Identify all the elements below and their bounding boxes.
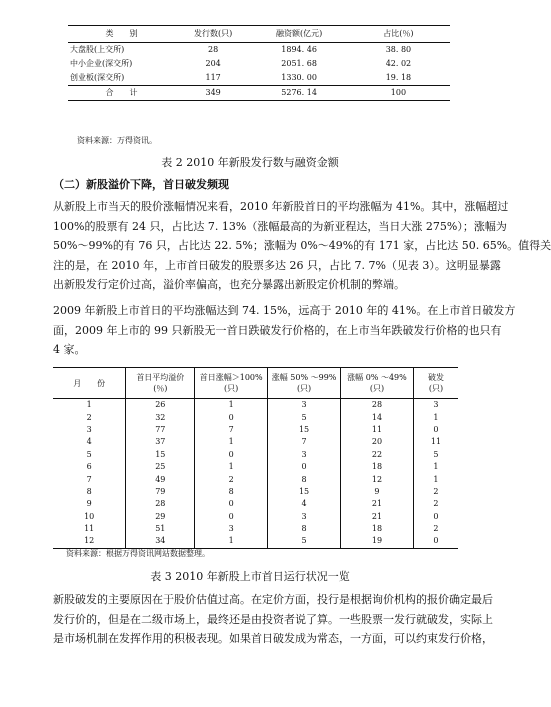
table-cell: 32	[126, 411, 195, 423]
table-cell: 7	[195, 424, 268, 436]
table-cell: 3	[268, 449, 341, 461]
table-row	[53, 436, 458, 448]
table-cell: 2	[413, 486, 458, 498]
table-cell: 1	[195, 535, 268, 548]
table-cell: 100	[347, 86, 450, 101]
table-cell: 2	[413, 498, 458, 510]
text-line: 发行价的，但是在二级市场上，最终还是由投资者说了算。一些股票一发行就破发，实际上	[53, 612, 493, 626]
table-cell: 4	[268, 498, 341, 510]
table-row	[68, 43, 450, 58]
table-cell: 34	[126, 535, 195, 548]
table-cell: 5	[413, 449, 458, 461]
table-cell: 349	[175, 86, 251, 101]
text-line: 新股破发的主要原因在于股价估值过高。在定价方面，投行是根据询价机构的报价确定最后	[53, 593, 493, 606]
table-source-note: 资料来源：根据万得资讯网站数据整理。	[66, 549, 210, 558]
column-header: 类 别	[68, 26, 175, 43]
table-cell: 0	[268, 461, 341, 473]
table-cell: 11	[84, 524, 95, 534]
table-cell: 7	[268, 436, 341, 448]
table-cell: 1330. 00	[281, 73, 317, 82]
table-cell: 0	[195, 511, 268, 523]
table-cell: 204	[205, 59, 221, 68]
table-cell: 5	[86, 449, 92, 459]
table-cell: 8	[195, 486, 268, 498]
table-cell: 1	[413, 461, 458, 473]
table-cell: 14	[341, 411, 414, 423]
table-header-row	[68, 26, 450, 43]
table-cell: 5	[268, 535, 341, 548]
table-cell: 28	[208, 45, 219, 54]
body-paragraph	[53, 301, 516, 360]
table-caption: 表 2 2010 年新股发行数与融资金额	[161, 156, 339, 169]
text-line: 注的是，在 2010 年，上市首日破发的股票多达 26 只，占比 7. 7%（见表 3）。这明显暴露	[53, 258, 501, 272]
text-line: 4 家。	[53, 343, 86, 356]
column-header: 破发 (只)	[413, 368, 458, 399]
table-cell: 1	[413, 411, 458, 423]
table-cell: 21	[341, 511, 414, 523]
table-cell: 18	[341, 523, 414, 535]
table-row	[53, 424, 458, 436]
table-cell: 5276. 14	[251, 86, 347, 101]
column-header: 首日涨幅＞100% (只)	[195, 368, 268, 399]
table-row	[68, 57, 450, 71]
body-paragraph	[53, 197, 551, 295]
table-cell: 79	[126, 486, 195, 498]
table-row	[53, 411, 458, 423]
text-line: 是市场机制在发挥作用的积极表现。如果首日破发成为常态，一方面，可以约束发行价格，	[53, 632, 493, 645]
table-row	[53, 498, 458, 510]
column-header: 月 份	[53, 368, 126, 399]
table-cell: 8	[268, 523, 341, 535]
table-row	[68, 71, 450, 86]
table-cell: 1	[86, 400, 92, 410]
table-cell: 3	[268, 399, 341, 412]
table-cell: 1	[195, 461, 268, 473]
table-cell: 0	[413, 424, 458, 436]
column-header: 涨幅 0% ～49% (只)	[341, 368, 414, 399]
table-cell: 3	[413, 399, 458, 412]
text-line: 出新股发行定价过高，溢价率偏高，也充分暴露出新股定价机制的弊端。	[53, 278, 405, 291]
table-cell: 10	[84, 511, 95, 521]
table-cell: 20	[341, 436, 414, 448]
text-line: 从新股上市当天的股价涨幅情况来看，2010 年新股首日的平均涨幅为 41%。其中，涨幅超过	[53, 200, 509, 213]
column-header: 融资额(亿元)	[251, 26, 347, 43]
table-row	[53, 486, 458, 498]
table-cell: 2	[195, 473, 268, 485]
column-header: 发行数(只)	[175, 26, 251, 43]
table-cell: 1894. 46	[281, 45, 317, 54]
table-cell: 4	[86, 437, 92, 447]
column-header: 占比(％)	[347, 26, 450, 43]
table-row	[53, 473, 458, 485]
table-body	[53, 399, 458, 549]
table-cell: 大盘股(上交所)	[70, 45, 125, 54]
table-cell: 37	[126, 436, 195, 448]
table-cell: 1	[195, 436, 268, 448]
table-cell: 9	[86, 499, 92, 509]
text-line: 2009 年新股上市首日的平均涨幅达到 74. 15%，远高于 2010 年的 41%。在上市首日破发方	[53, 304, 516, 317]
table-cell: 117	[205, 73, 221, 82]
table-cell: 29	[126, 511, 195, 523]
table-cell: 15	[268, 486, 341, 498]
text-line: 面，2009 年上市的 99 只新股无一首日跌破发行价格的，在上市当年跌破发行价格的也只有	[53, 323, 502, 337]
table-cell: 8	[86, 486, 92, 496]
table-cell: 18	[341, 461, 414, 473]
table-caption: 表 3 2010 年新股上市首日运行状况一览	[150, 570, 350, 583]
table-cell: 中小企业(深交所)	[70, 59, 133, 68]
table-cell: 38. 80	[385, 45, 412, 54]
table-cell: 19. 18	[385, 73, 412, 82]
table-cell: 49	[126, 473, 195, 485]
table-cell: 12	[341, 473, 414, 485]
table-cell: 25	[126, 461, 195, 473]
table-cell: 11	[341, 424, 414, 436]
table-row	[53, 449, 458, 461]
table-total-row	[68, 86, 450, 101]
table-cell: 2051. 68	[281, 59, 317, 68]
table-row	[53, 461, 458, 473]
table-cell: 5	[268, 411, 341, 423]
table-cell: 3	[86, 424, 92, 434]
text-line: 100%的股票有 24 只，占比达 7. 13%（涨幅最高的为新亚程达，当日大涨 275%）；涨幅为	[53, 219, 507, 233]
table-cell: 合 计	[68, 86, 175, 101]
table-cell: 12	[53, 535, 126, 548]
text-line: 50%～99%的有 76 只，占比达 22. 5%；涨幅为 0%～49%的有 171 家，占比达 50. 65%。值得关	[53, 239, 551, 252]
table-cell: 28	[126, 498, 195, 510]
ipo-financing-table	[68, 25, 450, 101]
table-cell: 26	[126, 399, 195, 412]
table-cell: 1	[413, 473, 458, 485]
table-cell: 1	[195, 399, 268, 412]
table-cell: 3	[195, 523, 268, 535]
table-cell: 15	[268, 424, 341, 436]
table-cell: 8	[268, 473, 341, 485]
table-cell: 0	[413, 511, 458, 523]
table-cell: 0	[195, 498, 268, 510]
table-cell: 0	[195, 411, 268, 423]
table-cell: 15	[126, 449, 195, 461]
table-cell: 42. 02	[385, 59, 412, 68]
column-header: 首日平均溢价 (％)	[126, 368, 195, 399]
table-cell: 28	[341, 399, 414, 412]
table-row	[53, 399, 458, 412]
table-cell: 9	[341, 486, 414, 498]
table-cell: 77	[126, 424, 195, 436]
body-paragraph	[53, 590, 493, 649]
table-cell: 0	[195, 449, 268, 461]
table-cell: 3	[268, 511, 341, 523]
table-cell: 2	[413, 523, 458, 535]
first-day-performance-table	[53, 367, 458, 549]
table-row	[53, 511, 458, 523]
table-cell: 7	[86, 474, 92, 484]
table-cell: 19	[341, 535, 414, 548]
table-cell: 21	[341, 498, 414, 510]
column-header: 涨幅 50% ～99% (只)	[268, 368, 341, 399]
section-heading: （二）新股溢价下降，首日破发频现	[53, 178, 229, 191]
table-row	[53, 535, 458, 548]
table-cell: 0	[413, 535, 458, 548]
table-row	[53, 523, 458, 535]
table-cell: 22	[341, 449, 414, 461]
table-cell: 11	[413, 436, 458, 448]
table-header-row	[53, 368, 458, 399]
table-cell: 51	[126, 523, 195, 535]
table-cell: 2	[86, 412, 92, 422]
table-cell: 创业板(深交所)	[70, 73, 125, 82]
table-cell: 6	[86, 462, 92, 472]
table-source-note: 资料来源：万得资讯。	[77, 136, 157, 145]
